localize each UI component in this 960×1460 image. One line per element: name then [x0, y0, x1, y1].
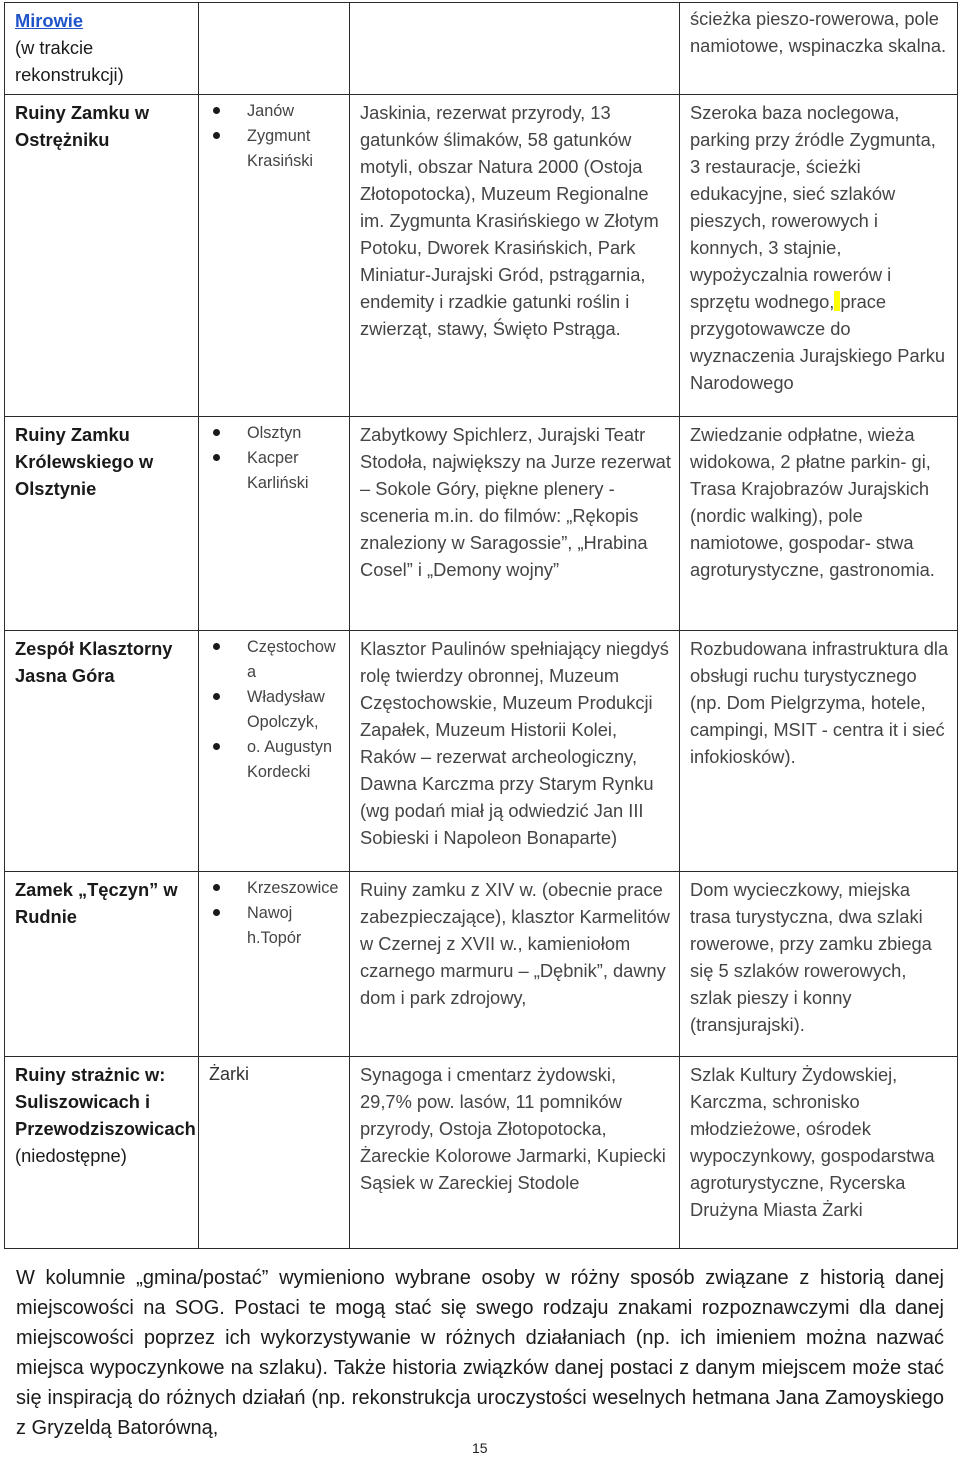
place-cell: Zespół Klasztorny Jasna Góra — [5, 631, 199, 872]
persons-cell — [199, 95, 350, 417]
infrastructure-text-cont: prace przygotowawcze do wyznaczenia Jurajskiego Parku Narodowego — [690, 291, 946, 393]
person-item: Janów — [209, 99, 341, 124]
person-item: Kacper Karliński — [209, 446, 341, 496]
infrastructure-cell — [680, 95, 958, 417]
place-cell — [5, 1057, 199, 1249]
place-cell: Ruiny Zamku w Ostrężniku — [5, 95, 199, 417]
table-row — [5, 3, 958, 95]
table-row — [5, 1057, 958, 1249]
table-row — [5, 95, 958, 417]
infrastructure-cell: ścieżka pieszo-rowerowa, pole namiotowe, wspinaczka skalna. — [680, 3, 958, 95]
place-cell: Zamek „Tęczyn” w Rudnie — [5, 872, 199, 1057]
page-number: 15 — [472, 1440, 488, 1456]
persons-cell — [199, 417, 350, 631]
attractions-table — [4, 2, 958, 1249]
place-cell — [5, 3, 199, 95]
attractions-cell: Jaskinia, rezerwat przyrody, 13 gatunków ślimaków, 58 gatunków motyli, obszar Natura 2000 (Ostoja Złotopotocka), Muzeum Regionalne im. Zygmunta Krasińskiego w Złotym Potoku, Dworek Krasińskich, Park Miniatur-Jurajski Gród, pstrągarnia, endemity i rzadkie gatunki roślin i zwierząt, stawy, Święto Pstrąga. — [350, 95, 680, 417]
person-plain: Żarki — [209, 1064, 249, 1084]
place-name: Ruiny strażnic w: Suliszowicach i Przewodziszowicach — [15, 1064, 196, 1139]
infrastructure-cell: Dom wycieczkowy, miejska trasa turystyczna, dwa szlaki rowerowe, przy zamku zbiega się 5 szlaków rowerowych, szlak pieszy i konny (transjurajski). — [680, 872, 958, 1057]
attractions-cell: Zabytkowy Spichlerz, Jurajski Teatr Stodoła, największy na Jurze rezerwat – Sokole Góry, piękne plenery - sceneria m.in. do filmów: „Rękopis znaleziony w Saragossie”, „Hrabina Cosel” i „Demony wojny” — [350, 417, 680, 631]
attractions-cell: Synagoga i cmentarz żydowski, 29,7% pow. lasów, 11 pomników przyrody, Ostoja Złotopotocka, Żareckie Kolorowe Jarmarki, Kupiecki Sąsiek w Zareckiej Stodole — [350, 1057, 680, 1249]
attractions-cell: Klasztor Paulinów spełniający niegdyś rolę twierdzy obronnej, Muzeum Częstochowskie, Muzeum Produkcji Zapałek, Muzeum Historii Kolei, Raków – rezerwat archeologiczny, Dawna Karczma przy Starym Rynku (wg podań miał ją odwiedzić Jan III Sobieski i Napoleon Bonaparte) — [350, 631, 680, 872]
place-note: (w trakcie rekonstrukcji) — [15, 37, 124, 85]
person-item: Częstochowa — [209, 635, 341, 685]
persons-cell — [199, 872, 350, 1057]
person-item: Olsztyn — [209, 421, 341, 446]
persons-cell — [199, 631, 350, 872]
paragraph-text: W kolumnie „gmina/postać” wymieniono wybrane osoby w różny sposób związane z historią danej miejscowości na SOG. Postaci te mogą stać się swego rodzaju znakami rozpoznawczymi dla danej miejscowości poprzez ich wykorzystywanie w różnych działaniach (np. ich imieniem można nazwać miejsca wypoczynkowe na szlaku). Także historia związków danej postaci z danym miejscem może stać się inspiracją do różnych działań (np. rekonstrukcja uroczystości weselnych hetmana Jana Zamoyskiego z Gryzeldą Batorówną, — [16, 1267, 944, 1439]
persons-cell — [199, 3, 350, 95]
place-note: (niedostępne) — [15, 1145, 127, 1166]
place-cell: Ruiny Zamku Królewskiego w Olsztynie — [5, 417, 199, 631]
infrastructure-cell: Rozbudowana infrastruktura dla obsługi ruchu turystycznego (np. Dom Pielgrzyma, hotele, campingi, MSIT - centra it i sieć infokiosków). — [680, 631, 958, 872]
person-item: Nawoj h.Topór — [209, 901, 341, 951]
infrastructure-text: Szeroka baza noclegowa, parking przy źródle Zygmunta, 3 restauracje, ścieżki edukacyjne, sieć szlaków pieszych, rowerowych i konnych, 3 stajnie, wypożyczalnia rowerów i sprzętu wodnego, — [690, 102, 936, 312]
person-item: Krzeszowice — [209, 876, 341, 901]
table-row — [5, 872, 958, 1057]
table-row — [5, 631, 958, 872]
place-link[interactable]: Mirowie — [15, 10, 84, 31]
person-item: o. Augustyn Kordecki — [209, 735, 341, 785]
infrastructure-cell: Szlak Kultury Żydowskiej, Karczma, schronisko młodzieżowe, ośrodek wypoczynkowy, gospodarstwa agroturystyczne, Rycerska Drużyna Miasta Żarki — [680, 1057, 958, 1249]
person-item: Zygmunt Krasiński — [209, 124, 341, 174]
person-item: Władysław Opolczyk, — [209, 685, 341, 735]
attractions-cell: Ruiny zamku z XIV w. (obecnie prace zabezpieczające), klasztor Karmelitów w Czernej z XVII w., kamieniołom czarnego marmuru – „Dębnik”, dawny dom i park zdrojowy, — [350, 872, 680, 1057]
attractions-cell — [350, 3, 680, 95]
body-paragraph — [16, 1263, 944, 1443]
table-row — [5, 417, 958, 631]
persons-cell — [199, 1057, 350, 1249]
infrastructure-cell: Zwiedzanie odpłatne, wieża widokowa, 2 płatne parkin- gi, Trasa Krajobrazów Jurajskich (nordic walking), pole namiotowe, gospodar- stwa agroturystyczne, gastronomia. — [680, 417, 958, 631]
